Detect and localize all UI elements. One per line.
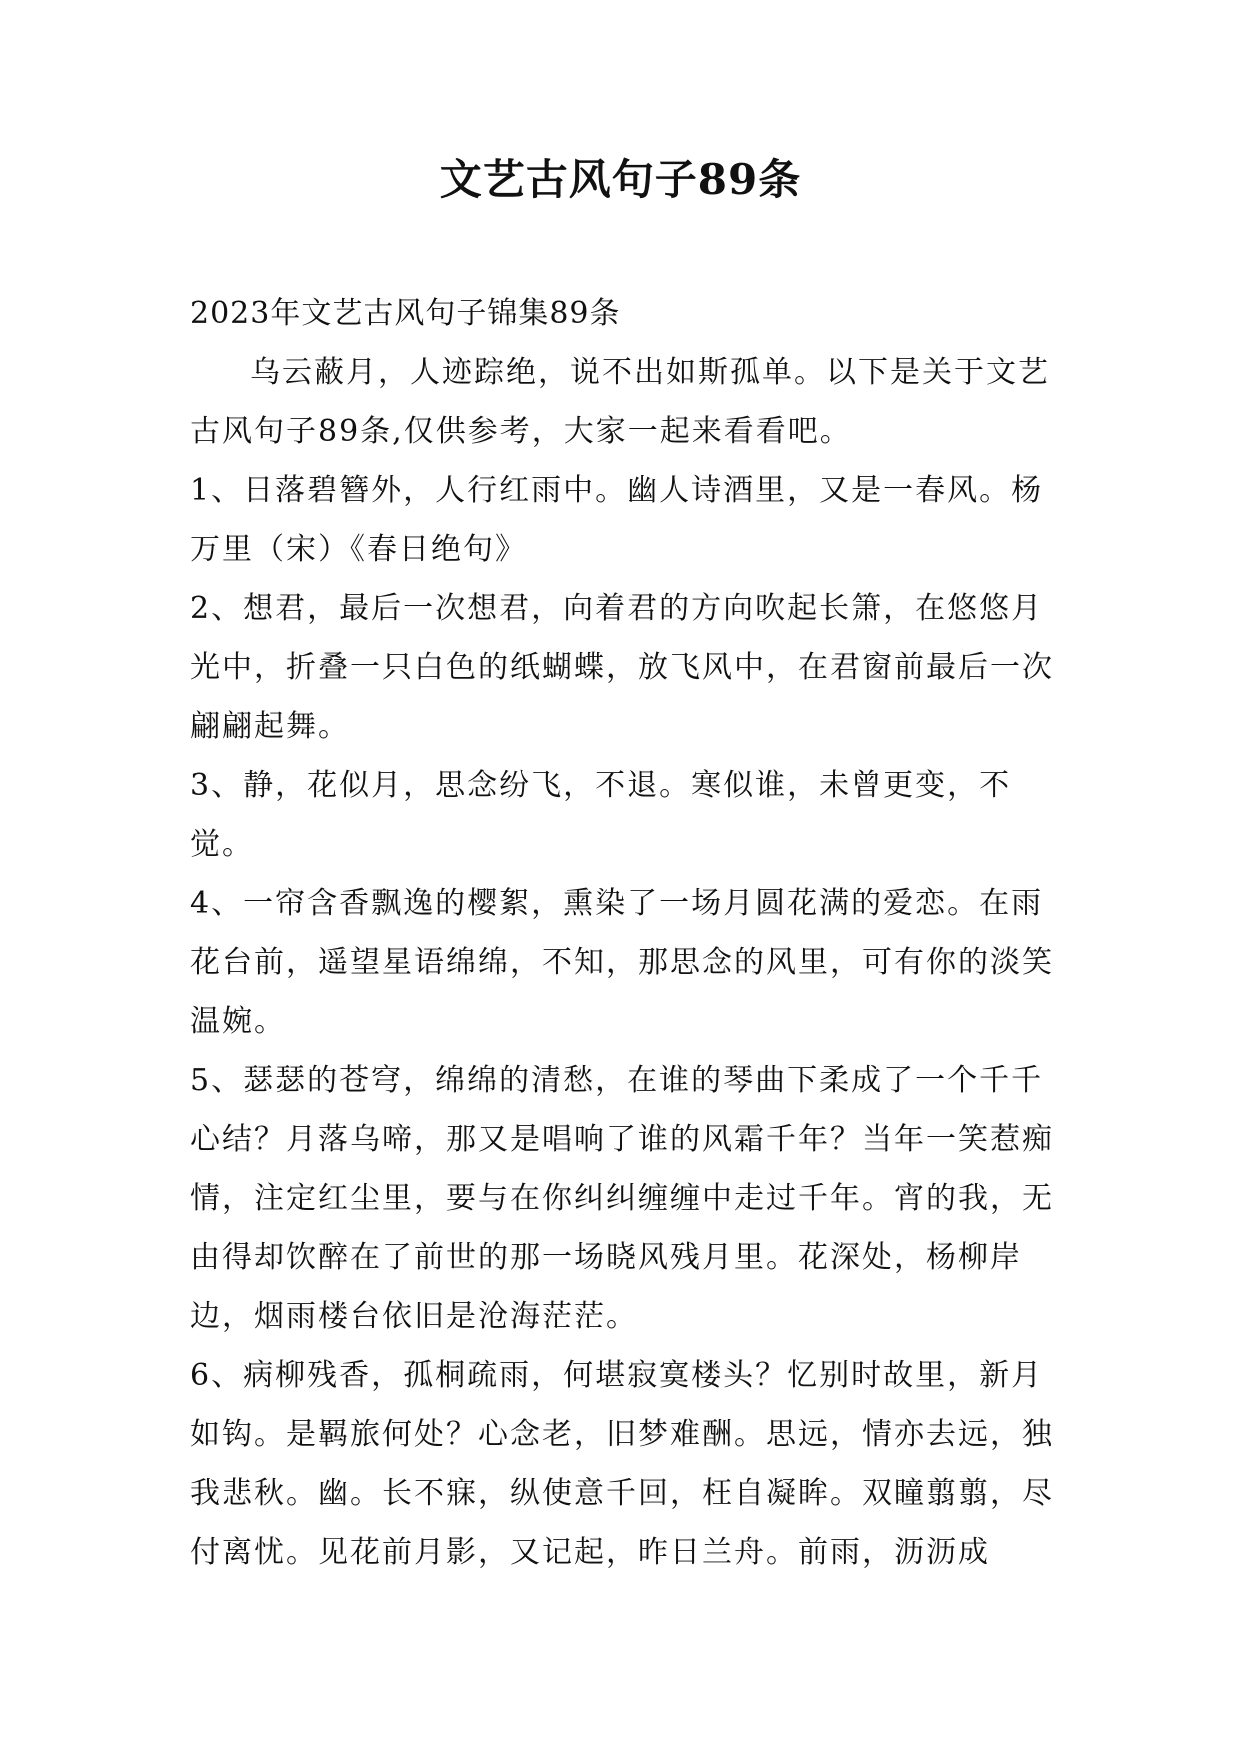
list-item: 6、病柳残香，孤桐疏雨，何堪寂寞楼头？忆别时故里，新月如钩。是羁旅何处？心念老，旧梦难酬。思远，情亦去远，独我悲秋。幽。长不寐，纵使意千回，枉自凝眸。双瞳翦翦，尽付离忧。见花前月影，又记起，昨日兰舟。前雨，沥沥成 — [190, 1358, 1054, 1570]
document-body — [190, 284, 1062, 1582]
list-item: 4、一帘含香飘逸的樱絮，熏染了一场月圆花满的爱恋。在雨花台前，遥望星语绵绵，不知，那思念的风里，可有你的淡笑温婉。 — [190, 886, 1054, 1039]
list-item: 1、日落碧簪外，人行红雨中。幽人诗酒里，又是一春风。杨万里（宋）《春日绝句》 — [190, 473, 1044, 567]
document-title: 文艺古风句子89条 — [439, 155, 802, 204]
document-subtitle: 2023年文艺古风句子锦集89条 — [190, 296, 621, 331]
intro-paragraph: 乌云蔽月，人迹踪绝，说不出如斯孤单。以下是关于文艺古风句子89条,仅供参考，大家一起来看看吧。 — [190, 355, 1050, 449]
list-item: 3、静，花似月，思念纷飞，不退。寒似谁，未曾更变，不觉。 — [190, 768, 1012, 862]
list-item: 5、瑟瑟的苍穹，绵绵的清愁，在谁的琴曲下柔成了一个千千心结？月落乌啼，那又是唱响了谁的风霜千年？当年一笑惹痴情，注定红尘里，要与在你纠纠缠缠中走过千年。宵的我，无由得却饮醉在了前世的那一场晓风残月里。花深处，杨柳岸边，烟雨楼台依旧是沧海茫茫。 — [190, 1063, 1054, 1334]
list-item: 2、想君，最后一次想君，向着君的方向吹起长箫，在悠悠月光中，折叠一只白色的纸蝴蝶，放飞风中，在君窗前最后一次翩翩起舞。 — [190, 591, 1054, 744]
